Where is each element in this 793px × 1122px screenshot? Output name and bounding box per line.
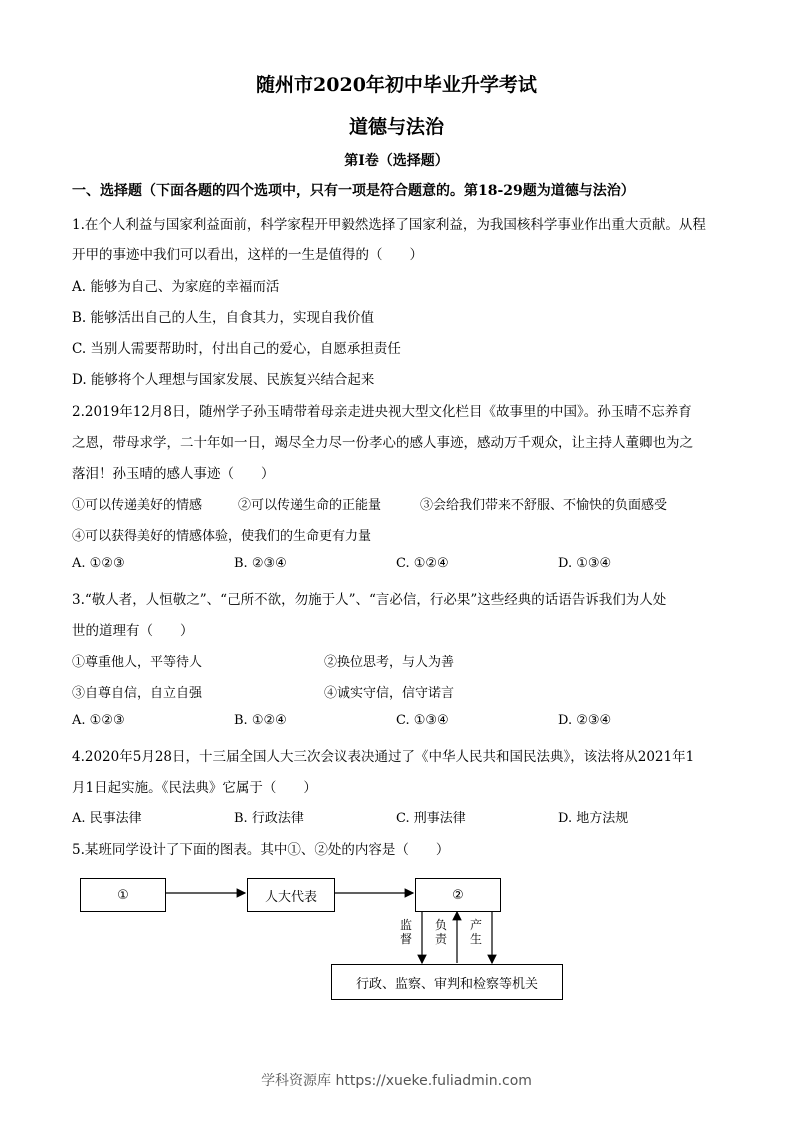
q1-option-a: A. 能够为自己、为家庭的幸福而活 xyxy=(72,279,280,295)
q3-statement-4: ④诚实守信，信守诺言 xyxy=(324,686,455,701)
q1-option-b: B. 能够活出自己的人生，自食其力，实现自我价值 xyxy=(72,310,375,326)
q1-line2: 开甲的事迹中我们可以看出，这样的一生是值得的（ ） xyxy=(72,247,423,263)
q1-line1: 1.在个人利益与国家利益面前，科学家程开甲毅然选择了国家利益，为我国核科学事业作出重大贡献。从程 xyxy=(72,217,706,233)
q2-option-c: C. ①②④ xyxy=(396,556,449,571)
q1-option-d: D. 能够将个人理想与国家发展、民族复兴结合起来 xyxy=(72,372,375,388)
q4-line1: 4.2020年5月28日，十三届全国人大三次会议表决通过了《中华人民共和国民法典》，该法将从2021年1 xyxy=(72,749,695,765)
q4-option-b: B. 行政法律 xyxy=(234,811,304,826)
q3-statement-1: ①尊重他人，平等待人 xyxy=(72,655,203,670)
q4-option-c: C. 刑事法律 xyxy=(396,811,466,826)
q2-option-d: D. ①③④ xyxy=(558,556,612,571)
box-state-organs: 行政、监察、审判和检察等机关 xyxy=(331,964,563,1000)
q3-option-b: B. ①②④ xyxy=(234,713,287,728)
exam-title: 随州市2020年初中毕业升学考试 xyxy=(256,74,537,96)
q3-option-a: A. ①②③ xyxy=(72,713,125,728)
q2-option-b: B. ②③④ xyxy=(234,556,287,571)
flow-diagram xyxy=(72,868,572,1008)
q1-option-c: C. 当别人需要帮助时，付出自己的爱心，自愿承担责任 xyxy=(72,341,401,357)
q4-line2: 月1日起实施。《民法典》它属于（ ） xyxy=(72,780,317,796)
section-heading: 一、选择题（下面各题的四个选项中，只有一项是符合题意的。第18-29题为道德与法治） xyxy=(72,183,635,199)
q2-statement-3: ③会给我们带来不舒服、不愉快的负面感受 xyxy=(420,498,668,513)
q3-line1: 3.“敬人者，人恒敬之”、“己所不欲，勿施于人”、“言必信，行必果”这些经典的话语告诉我们为人处 xyxy=(72,592,667,608)
label-responsible: 负责 xyxy=(434,918,447,946)
box-1: ① xyxy=(80,878,166,912)
part-title: 第Ⅰ卷（选择题） xyxy=(344,153,449,169)
q2-option-a: A. ①②③ xyxy=(72,556,125,571)
q2-line3: 落泪！孙玉晴的感人事迹（ ） xyxy=(72,466,275,482)
q3-statement-2: ②换位思考，与人为善 xyxy=(324,655,455,670)
q3-option-c: C. ①③④ xyxy=(396,713,449,728)
q4-option-d: D. 地方法规 xyxy=(558,811,629,826)
q2-statement-1: ①可以传递美好的情感 xyxy=(72,498,203,513)
q2-line1: 2.2019年12月8日，随州学子孙玉晴带着母亲走进央视大型文化栏目《故事里的中国》。孙玉晴不忘养育 xyxy=(72,404,692,420)
box-2: ② xyxy=(415,878,501,912)
q3-line2: 世的道理有（ ） xyxy=(72,623,194,639)
label-produce: 产生 xyxy=(469,918,482,946)
q2-statement-4: ④可以获得美好的情感体验，使我们的生命更有力量 xyxy=(72,529,372,544)
q2-line2: 之恩，带母求学，二十年如一日，竭尽全力尽一份孝心的感人事迹，感动万千观众，让主持人董卿也为之 xyxy=(72,435,693,451)
q5-line1: 5.某班同学设计了下面的图表。其中①、②处的内容是（ ） xyxy=(72,842,450,858)
q3-option-d: D. ②③④ xyxy=(558,713,612,728)
label-supervise: 监督 xyxy=(399,918,412,946)
subject-title: 道德与法治 xyxy=(348,116,444,138)
footer-watermark: 学科资源库 https://xueke.fuliadmin.com xyxy=(261,1073,532,1089)
q4-option-a: A. 民事法律 xyxy=(72,811,142,826)
q2-statement-2: ②可以传递生命的正能量 xyxy=(238,498,382,513)
q3-statement-3: ③自尊自信，自立自强 xyxy=(72,686,203,701)
box-npc-deputies: 人大代表 xyxy=(247,878,335,912)
